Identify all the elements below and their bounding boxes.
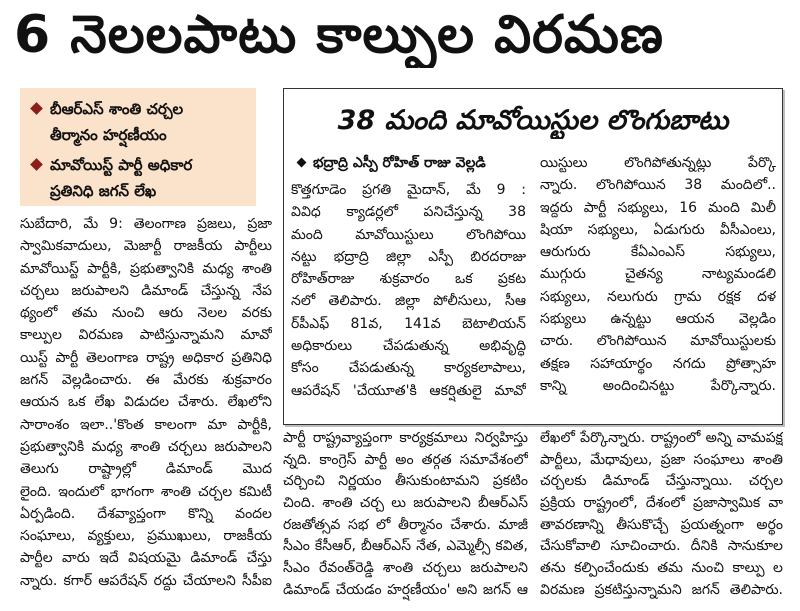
text-line: ఇద్దరు పార్టీ సభ్యులు, 16 మంది మిలీ [540,199,776,216]
text-line: చేసుకోవాలి సూచించారు. దీనికి సానుకూల [540,538,783,555]
text-line: తను కల్పించేందుకు తమ నుంచి కాల్పు ల [540,560,783,577]
sidebar-story-column-1 [291,179,526,402]
text-line: రోహిత్‌రాజు శుక్రవారం ఒక ప్రకట [291,271,526,288]
diamond-bullet-icon [297,158,307,168]
sidebar-story-subhead [294,151,534,175]
text-line: సారాంశం ఇలా..'కొంత కాలంగా మా పార్టీకి, [20,416,272,433]
text-line: సభ్యులు ఉన్నట్టు ఆయన వెల్లడిం [540,311,776,328]
text-line: ఆరుగురు కేఏఎంఎస్ సభ్యులు, [540,244,776,261]
text-line: తక్షణ సహాయార్థం నగదు ప్రోత్సాహ [540,355,776,372]
subhead-text: భద్రాద్రి ఎస్పీ రోహిత్ రాజు వెల్లడి [313,155,486,171]
highlight-text [50,96,248,148]
text-line: నట్టు భద్రాద్రి జిల్లా ఎస్పీ బిరదరాజు [291,248,526,265]
text-line: కాల్పుల విరమణ పాటిస్తున్నామని మావో [20,327,272,344]
text-line: నలో తెలిపారు. జిల్లా పోలీసులు, సీఆ [291,293,526,310]
text-line: తీర్మానం హర్షణీయం [50,126,167,144]
text-line: పార్టీ రాష్ట్రవ్యాప్తంగా కార్యక్రమాలు నిర్వహిస్తు [283,430,528,446]
text-line: ప్రక్రియ రాష్ట్రంలో, దేశంలో ప్రజాస్వామిక వా [540,495,783,512]
text-line: కొత్తగూడెం ప్రగతి మైదాన్, మే 9 : [291,182,526,198]
text-line: మావోయిస్ట్ పార్టీ అధికార [50,156,193,174]
text-line: పార్టీల వారు ఇదే విషయమై డిమాండ్ చేస్తు [20,550,272,567]
text-line: చింది. శాంతి చర్చ లు జరుపాలని బీఆర్ఎస్ [283,495,528,512]
text-line: చర్చలు జరుపాలని డిమాండ్ చేస్తున్న నేప [20,282,272,299]
highlight-text [50,152,248,204]
text-line: ప్రతినిధి జగన్ లేఖ [50,182,157,200]
text-line: ఆయన ఒక లేఖ విడుదల చేశారు. లేఖలోని [20,394,272,411]
page-headline: 6 నెలలపాటు కాల్పుల విరమణ [14,5,664,65]
text-line: న్నది. కాంగ్రెస్ పార్టీ అం తర్గత సమావేశంలో [283,451,528,468]
text-line: సీఎం రేవంత్‌రెడ్డి శాంతి చర్చలు జరుపాలని [283,560,528,577]
main-story-column-3 [540,428,783,602]
text-line: లేఖలో పేర్కొన్నారు. రాష్ట్రంలో అన్ని వామపక్ష [540,430,783,446]
text-line: మంది మావోయిస్టులు లొంగిపోయి [291,226,526,243]
text-line: సంఘాలు, వ్యక్తులు, ప్రముఖులు, రాజకీయ [20,528,272,545]
text-line: విరమణ ప్రకటిస్తున్నామని జగన్ తెలిపారు. [540,581,783,598]
highlight-item [30,152,248,204]
text-line: ర్‌పీఎఫ్ 81వ, 141వ బెటాలియన్ [291,315,526,332]
text-line: యిస్టులు లొంగిపోతున్నట్లు పేర్కొ [540,155,776,171]
text-line: చారు. లొంగిపోయిన మావోయిస్టులకు [540,333,776,350]
sidebar-story-headline: 38 మంది మావోయిస్టుల లొంగుబాటు [337,105,729,136]
text-line: కోసం చేపడుతున్న కార్యకలాపాలు, [291,360,526,377]
diamond-bullet-icon [30,102,43,115]
main-story-column-2 [283,428,528,602]
text-line: ముగ్గురు చైతన్య నాట్యమండలి [540,266,776,283]
sidebar-story-box [283,88,783,425]
text-line: సుబేదారి, మే 9: తెలంగాణ ప్రజలు, ప్రజా [20,216,272,232]
text-line: సీఎం కేసీఆర్, బీఆర్ఎస్ నేత, ఎమ్మెల్సీ కవిత, [283,538,528,555]
main-story-column-1 [20,213,272,592]
highlight-item [30,96,248,148]
text-line: స్వామికవాదులు, మెజార్టీ రాజకీయ పార్టీలు [20,238,272,255]
text-line: అధికారులు చేపడుతున్న అభివృద్ధి [291,338,526,355]
text-line: చర్చలకు డిమాండ్ చేస్తున్నాయి. చర్చల [540,473,783,490]
text-line: లైంది. ఇందులో భాగంగా శాంతి చర్చల కమిటీ [20,483,272,500]
text-line: యిస్ట్ పార్టీ తెలంగాణ రాష్ట్ర అధికార ప్రతినిధి [20,349,272,366]
sidebar-story-column-2 [540,152,776,397]
text-line: తెలుగు రాష్ట్రాల్లో డిమాండ్ మొద [20,461,272,478]
text-line: ఏర్పడింది. దేశవ్యాప్తంగా కొన్ని వందల [20,505,272,522]
text-line: తావరణాన్ని తీసుకొచ్చే ప్రయత్నంగా అర్థం [540,516,783,533]
text-line: రజతోత్సవ సభ లో తీర్మానం చేశారు. మాజీ [283,516,528,533]
text-line: మావోయిస్ట్ పార్టీకి, ప్రభుత్వానికి మధ్య శాంతి [20,260,272,277]
text-line: థ్యంలో తమ నుంచి ఆరు నెలల వరకు [20,305,272,322]
text-line: చర్చించి నిర్ణయం తీసుకుంటామని ప్రకటిం [283,473,528,490]
text-line: న్నారు. లొంగిపోయిన 38 మందిలో.. [540,177,776,194]
diamond-bullet-icon [30,158,43,171]
highlight-box [20,88,256,206]
text-line: ఆపరేషన్ 'చేయూత'కి ఆకర్షితులై మావో [291,382,526,399]
text-line: డిమాండ్ చేయడం హర్షణీయం' అని జగన్ ఆ [283,581,528,598]
text-line: జగన్ వెల్లడించారు. ఈ మేరకు శుక్రవారం [20,372,272,389]
text-line: బీఆర్ఎస్ శాంతి చర్చల [50,100,184,118]
text-line: షియా సభ్యులు, ఏడుగురు వీసీఎంలు, [540,221,776,238]
text-line: పార్టీలు, మేధావులు, ప్రజా సంఘాలు శాంతి [540,451,783,468]
text-line: ప్రభుత్వానికి మధ్య శాంతి చర్చలు జరుపాలని [20,438,272,455]
text-line: న్నారు. కగార్ ఆపరేషన్ రద్దు చేయాలని సీపీఐ [20,572,272,589]
text-line: కాన్ని అందించినట్టు పేర్కొన్నారు. [540,377,776,394]
text-line: సభ్యులు, నలుగురు గ్రామ రక్షక దళ [540,288,776,305]
text-line: వివిధ క్యాడర్లలో పనిచేస్తున్న 38 [291,204,526,221]
